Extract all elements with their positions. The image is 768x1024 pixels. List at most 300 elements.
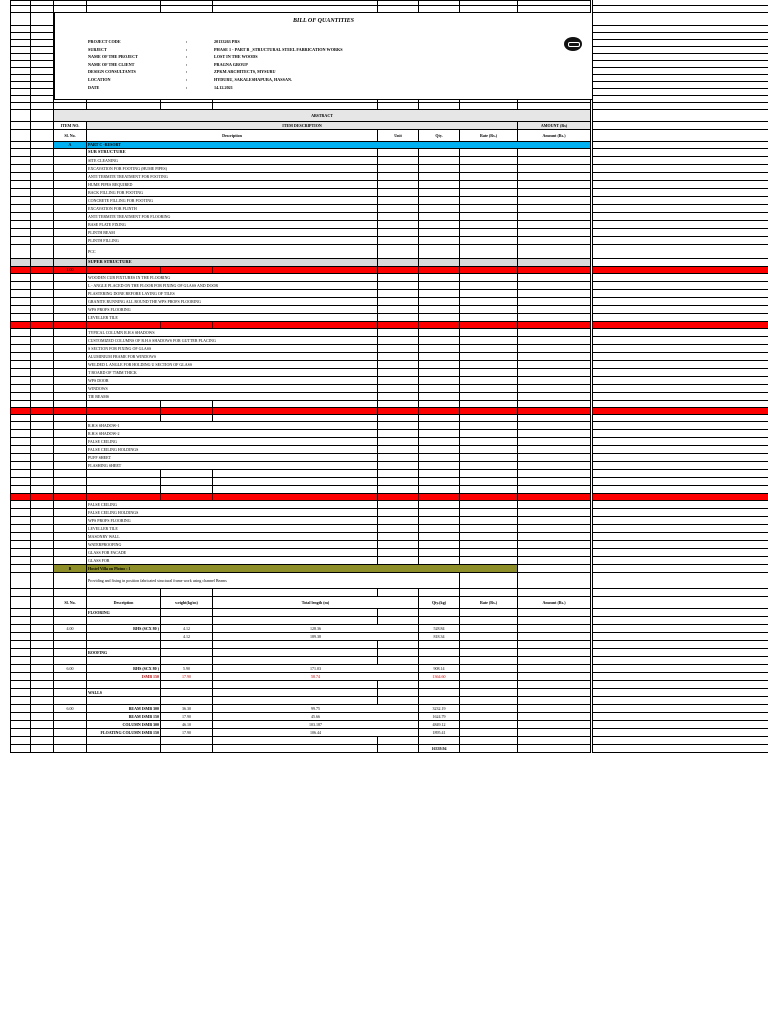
sheet-row	[10, 462, 592, 470]
sheet-cell	[87, 486, 161, 494]
sheet-cell	[10, 122, 31, 130]
sheet-cell	[518, 649, 591, 657]
sheet-cell	[460, 157, 518, 165]
sheet-cell	[419, 541, 460, 549]
sheet-cell	[54, 385, 87, 393]
spill-row	[592, 306, 768, 314]
sheet-row	[10, 130, 592, 142]
sheet-cell	[460, 329, 518, 337]
sheet-row	[10, 737, 592, 745]
sheet-cell	[31, 549, 54, 557]
detail-no: 4.00	[54, 625, 87, 633]
line-item: BASE PLATE FIXING	[87, 221, 378, 229]
line-item: WATERPROOFING	[87, 541, 378, 549]
sheet-cell	[378, 282, 419, 290]
spill-row	[592, 625, 768, 633]
col-rate: Rate (Rs.)	[460, 130, 518, 142]
sheet-cell	[419, 165, 460, 173]
sheet-cell	[10, 625, 31, 633]
detail-qty: 4849.12	[419, 721, 460, 729]
sheet-cell	[31, 533, 54, 541]
sheet-cell	[54, 557, 87, 565]
sheet-cell	[419, 401, 460, 408]
detail-description: RHS (SCX 80 )	[87, 625, 161, 633]
sheet-cell	[10, 438, 31, 446]
sheet-cell	[518, 189, 591, 197]
sheet-row	[10, 657, 592, 665]
spill-row	[592, 478, 768, 486]
sheet-cell	[87, 415, 161, 422]
detail-description: BEAM ISMB 150	[87, 713, 161, 721]
spill-row	[592, 68, 768, 75]
sheet-cell	[31, 142, 54, 149]
col-sl-no: Sl. No.	[54, 130, 87, 142]
sheet-cell	[460, 729, 518, 737]
sheet-cell	[87, 641, 161, 649]
col-description: Description	[87, 130, 378, 142]
sheet-cell	[378, 385, 419, 393]
sheet-row	[10, 181, 592, 189]
sheet-cell	[54, 322, 87, 329]
sheet-cell	[10, 96, 31, 103]
grand-total-qty: 16339.94	[419, 745, 460, 753]
sheet-cell	[54, 737, 87, 745]
sheet-row	[10, 6, 592, 13]
sheet-cell	[10, 274, 31, 282]
sheet-cell	[54, 377, 87, 385]
sheet-cell	[419, 103, 460, 110]
sheet-cell	[10, 377, 31, 385]
col-rate: Rate (Rs.)	[460, 597, 518, 609]
sheet-cell	[31, 665, 54, 673]
spill-row	[592, 122, 768, 130]
sheet-cell	[31, 149, 54, 157]
sheet-cell	[460, 697, 518, 705]
spill-row	[592, 33, 768, 40]
sheet-cell	[10, 197, 31, 205]
sheet-cell	[213, 103, 378, 110]
sheet-cell	[31, 673, 54, 681]
spill-row	[592, 54, 768, 61]
sheet-cell	[10, 509, 31, 517]
sheet-cell	[213, 408, 378, 415]
sheet-row	[10, 609, 592, 617]
sheet-cell	[87, 494, 161, 501]
sheet-cell	[378, 213, 419, 221]
detail-qty: 1624.79	[419, 713, 460, 721]
sheet-cell	[213, 617, 378, 625]
sheet-row	[10, 282, 592, 290]
sheet-cell	[460, 517, 518, 525]
sheet-cell	[518, 446, 591, 454]
header-field-value: PRAGNA GROUP	[214, 61, 248, 67]
sheet-cell	[518, 298, 591, 306]
detail-description: ISMB 150	[87, 673, 161, 681]
sheet-cell	[518, 517, 591, 525]
sheet-row	[10, 681, 592, 689]
sheet-cell	[460, 393, 518, 401]
sheet-cell	[460, 649, 518, 657]
sheet-row	[10, 237, 592, 245]
sheet-cell	[10, 221, 31, 229]
sheet-row	[10, 298, 592, 306]
sheet-cell	[87, 6, 161, 13]
group-no: 1.00	[54, 267, 87, 274]
spill-row	[592, 103, 768, 110]
sheet-cell	[10, 385, 31, 393]
sheet-cell	[419, 205, 460, 213]
sheet-row	[10, 501, 592, 509]
sheet-cell	[460, 189, 518, 197]
spill-row	[592, 486, 768, 494]
sheet-cell	[213, 401, 378, 408]
sheet-cell	[54, 462, 87, 470]
sheet-cell	[161, 322, 213, 329]
sheet-cell	[419, 415, 460, 422]
sheet-cell	[10, 565, 31, 573]
sheet-cell	[460, 478, 518, 486]
sheet-cell	[10, 609, 31, 617]
sheet-cell	[54, 681, 87, 689]
sheet-cell	[31, 401, 54, 408]
sheet-cell	[518, 103, 591, 110]
sheet-cell	[378, 377, 419, 385]
sheet-cell	[419, 314, 460, 322]
sheet-cell	[460, 229, 518, 237]
boq-sheet	[10, 0, 592, 753]
sheet-cell	[378, 267, 419, 274]
sheet-cell	[31, 430, 54, 438]
sheet-cell	[31, 525, 54, 533]
line-item: PCC	[87, 245, 378, 259]
detail-description: RHS (SCX 80 )	[87, 665, 161, 673]
sheet-cell	[31, 122, 54, 130]
sheet-cell	[518, 329, 591, 337]
sheet-cell	[54, 641, 87, 649]
sheet-cell	[518, 557, 591, 565]
line-item: WELDED L ANGLE FOR HOLDING U SECTION OF GLASS	[87, 361, 378, 369]
sheet-cell	[518, 385, 591, 393]
sheet-cell	[54, 549, 87, 557]
sheet-cell	[10, 82, 31, 89]
sheet-cell	[378, 361, 419, 369]
sheet-cell	[10, 157, 31, 165]
line-item: ANTI TERMITE TREATMENT FOR FOOTING	[87, 173, 378, 181]
sheet-cell	[54, 408, 87, 415]
line-item: SITE CLEANING	[87, 157, 378, 165]
sheet-cell	[518, 267, 591, 274]
sheet-cell	[161, 689, 213, 697]
sheet-cell	[54, 306, 87, 314]
spill-row	[592, 259, 768, 267]
sheet-cell	[54, 541, 87, 549]
sheet-cell	[419, 525, 460, 533]
header-field-label: DESIGN CONSULTANTS	[88, 69, 136, 75]
sheet-cell	[518, 565, 591, 573]
sheet-cell	[518, 657, 591, 665]
sheet-cell	[518, 737, 591, 745]
sheet-cell	[419, 245, 460, 259]
sheet-cell	[518, 438, 591, 446]
sheet-row	[10, 533, 592, 541]
sheet-cell	[54, 197, 87, 205]
sheet-cell	[31, 385, 54, 393]
sheet-cell	[31, 306, 54, 314]
sheet-cell	[460, 213, 518, 221]
sheet-cell	[10, 245, 31, 259]
sheet-row	[10, 337, 592, 345]
sheet-row	[10, 541, 592, 549]
sheet-cell	[378, 430, 419, 438]
part-b-description: Providing and fixing in position fabricated structural frame work using channel Beams	[87, 573, 460, 589]
sheet-cell	[419, 494, 460, 501]
sheet-cell	[518, 282, 591, 290]
sheet-cell	[54, 478, 87, 486]
sheet-cell	[460, 486, 518, 494]
sheet-row	[10, 377, 592, 385]
sheet-cell	[10, 525, 31, 533]
sheet-cell	[10, 353, 31, 361]
sheet-cell	[378, 501, 419, 509]
sheet-cell	[31, 110, 54, 122]
sheet-cell	[31, 415, 54, 422]
sheet-cell	[10, 369, 31, 377]
spill-row	[592, 393, 768, 401]
spill-row	[592, 6, 768, 13]
detail-group-title: FLOORING	[87, 609, 161, 617]
line-item: HUME PIPES REQUIRED	[87, 181, 378, 189]
sheet-cell	[10, 721, 31, 729]
sheet-cell	[31, 322, 54, 329]
spill-row	[592, 533, 768, 541]
item-no-header: ITEM NO.	[54, 122, 87, 130]
sheet-cell	[10, 68, 31, 75]
sheet-cell	[161, 697, 213, 705]
detail-weight: 46.10	[161, 721, 213, 729]
sheet-cell	[460, 673, 518, 681]
sheet-cell	[378, 237, 419, 245]
sheet-cell	[518, 314, 591, 322]
sheet-cell	[31, 282, 54, 290]
sheet-cell	[10, 533, 31, 541]
sheet-cell	[419, 237, 460, 245]
sheet-cell	[10, 617, 31, 625]
spill-row	[592, 422, 768, 430]
sheet-cell	[31, 737, 54, 745]
sheet-cell	[54, 189, 87, 197]
sheet-cell	[10, 213, 31, 221]
sheet-cell	[378, 165, 419, 173]
sheet-cell	[518, 745, 591, 753]
sheet-cell	[460, 501, 518, 509]
sheet-cell	[460, 609, 518, 617]
sheet-cell	[419, 361, 460, 369]
sheet-cell	[419, 689, 460, 697]
sheet-cell	[419, 549, 460, 557]
sheet-cell	[31, 470, 54, 478]
sheet-cell	[378, 401, 419, 408]
sheet-cell	[419, 6, 460, 13]
spill-row	[592, 641, 768, 649]
sheet-cell	[54, 525, 87, 533]
sheet-cell	[460, 454, 518, 462]
sheet-cell	[54, 415, 87, 422]
sheet-cell	[378, 517, 419, 525]
sheet-cell	[213, 657, 378, 665]
sheet-cell	[460, 377, 518, 385]
sheet-cell	[378, 470, 419, 478]
sheet-cell	[378, 6, 419, 13]
sheet-row	[10, 745, 592, 753]
sheet-cell	[31, 729, 54, 737]
sheet-cell	[54, 221, 87, 229]
sheet-cell	[378, 157, 419, 165]
sheet-cell	[460, 345, 518, 353]
sheet-cell	[87, 589, 161, 597]
sheet-cell	[10, 549, 31, 557]
spill-row	[592, 282, 768, 290]
sheet-cell	[10, 462, 31, 470]
sheet-cell	[378, 103, 419, 110]
sheet-cell	[213, 689, 378, 697]
sheet-row	[10, 705, 592, 713]
sheet-cell	[10, 415, 31, 422]
sheet-cell	[419, 290, 460, 298]
sheet-cell	[31, 625, 54, 633]
sheet-cell	[518, 430, 591, 438]
sheet-cell	[31, 103, 54, 110]
sheet-cell	[10, 89, 31, 96]
sheet-cell	[87, 322, 161, 329]
sheet-cell	[419, 697, 460, 705]
sheet-cell	[378, 494, 419, 501]
sheet-cell	[31, 369, 54, 377]
spill-row	[592, 197, 768, 205]
sheet-cell	[54, 345, 87, 353]
spill-row	[592, 75, 768, 82]
spill-row	[592, 267, 768, 274]
sheet-cell	[31, 89, 54, 96]
sheet-cell	[54, 633, 87, 641]
sheet-cell	[419, 274, 460, 282]
sheet-cell	[31, 221, 54, 229]
sheet-cell	[213, 745, 378, 753]
sheet-cell	[378, 533, 419, 541]
sheet-cell	[460, 401, 518, 408]
header-field-separator: :	[186, 46, 188, 52]
sheet-cell	[10, 422, 31, 430]
sheet-cell	[518, 470, 591, 478]
header-field-label: SUBJECT	[88, 46, 107, 52]
sheet-cell	[419, 385, 460, 393]
sheet-cell	[54, 314, 87, 322]
sheet-row	[10, 478, 592, 486]
sheet-cell	[10, 494, 31, 501]
sheet-cell	[10, 149, 31, 157]
sheet-cell	[518, 213, 591, 221]
sheet-cell	[31, 205, 54, 213]
spill-row	[592, 681, 768, 689]
part-c-label: PART C -RESORT	[87, 142, 591, 149]
sheet-cell	[378, 221, 419, 229]
spill-row	[592, 173, 768, 181]
spill-row	[592, 549, 768, 557]
sheet-cell	[378, 345, 419, 353]
detail-description: BEAM ISMB 300	[87, 705, 161, 713]
sheet-cell	[10, 454, 31, 462]
sheet-row	[10, 149, 592, 157]
spill-row	[592, 110, 768, 122]
sheet-cell	[460, 337, 518, 345]
sheet-cell	[10, 345, 31, 353]
header-field-separator: :	[186, 77, 188, 82]
sheet-row	[10, 314, 592, 322]
sheet-cell	[31, 173, 54, 181]
sheet-cell	[10, 282, 31, 290]
sheet-cell	[518, 369, 591, 377]
sheet-cell	[378, 181, 419, 189]
spill-row	[592, 446, 768, 454]
line-item: T BOARD OF 75MM THICK	[87, 369, 378, 377]
sheet-row	[10, 517, 592, 525]
sheet-cell	[54, 673, 87, 681]
spill-row	[592, 213, 768, 221]
sheet-cell	[10, 729, 31, 737]
sheet-cell	[10, 737, 31, 745]
header-field-separator: :	[186, 39, 188, 44]
sheet-cell	[31, 6, 54, 13]
sheet-cell	[213, 494, 378, 501]
sheet-cell	[378, 329, 419, 337]
sheet-cell	[419, 470, 460, 478]
spill-row	[592, 26, 768, 33]
sheet-cell	[460, 665, 518, 673]
sheet-cell	[54, 517, 87, 525]
sheet-cell	[460, 430, 518, 438]
sheet-cell	[460, 541, 518, 549]
sheet-cell	[31, 408, 54, 415]
sheet-cell	[54, 721, 87, 729]
sheet-cell	[10, 6, 31, 13]
sheet-row	[10, 454, 592, 462]
spill-row	[592, 689, 768, 697]
sheet-cell	[10, 430, 31, 438]
sheet-cell	[460, 259, 518, 267]
sheet-cell	[378, 314, 419, 322]
spill-row	[592, 229, 768, 237]
sheet-cell	[518, 494, 591, 501]
sheet-cell	[378, 697, 419, 705]
sheet-row	[10, 110, 592, 122]
sheet-cell	[31, 745, 54, 753]
spill-row	[592, 130, 768, 142]
sheet-cell	[54, 422, 87, 430]
sheet-cell	[54, 229, 87, 237]
sheet-cell	[54, 157, 87, 165]
sheet-cell	[54, 298, 87, 306]
sheet-cell	[518, 705, 591, 713]
spill-row	[592, 517, 768, 525]
sheet-cell	[10, 47, 31, 54]
sheet-cell	[518, 408, 591, 415]
sheet-row	[10, 486, 592, 494]
sheet-cell	[10, 673, 31, 681]
sheet-cell	[518, 478, 591, 486]
spill-row	[592, 205, 768, 213]
detail-weight: 17.90	[161, 729, 213, 737]
sheet-cell	[87, 617, 161, 625]
detail-description: FLOATING COLUMN ISMB 150	[87, 729, 161, 737]
